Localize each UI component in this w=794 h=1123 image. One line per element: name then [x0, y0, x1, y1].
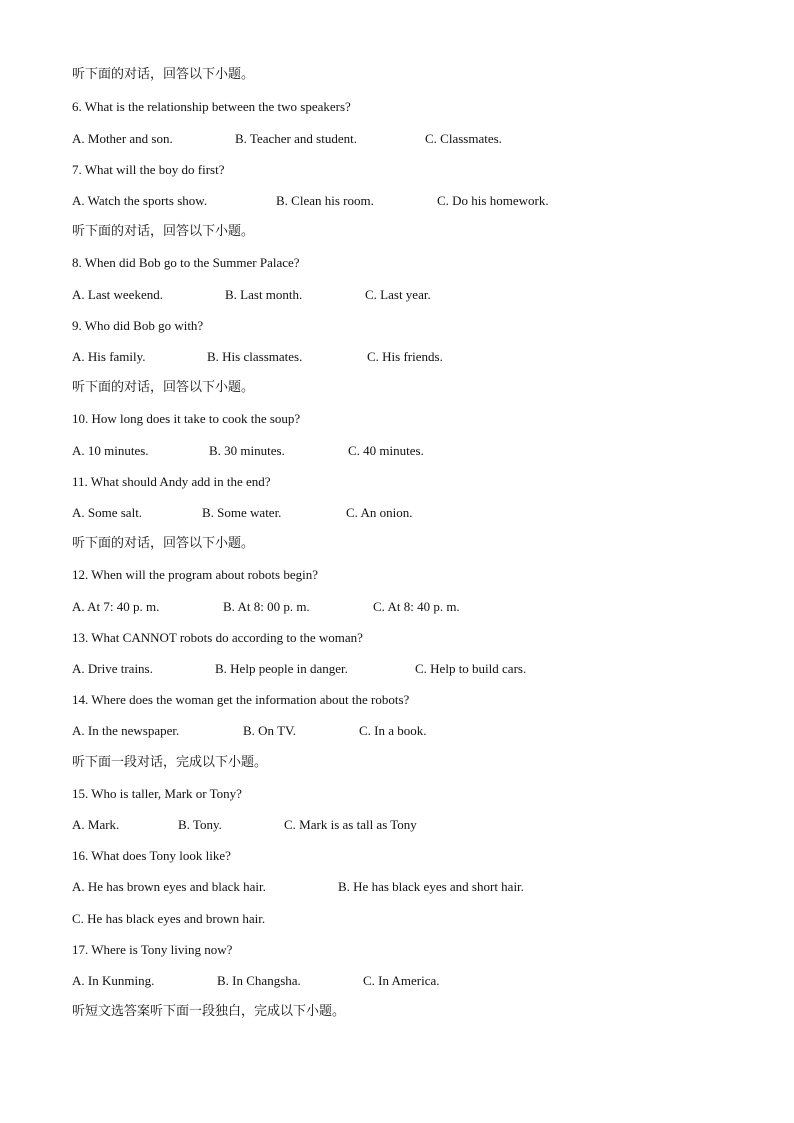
- question-7: 7. What will the boy do first?: [72, 162, 225, 177]
- option-c: C. Last year.: [365, 287, 431, 302]
- option-b: B. Clean his room.: [276, 193, 374, 208]
- option-b: B. His classmates.: [207, 349, 303, 364]
- section-instruction: 听下面的对话，回答以下小题。: [72, 67, 255, 82]
- option-c: C. Do his homework.: [437, 193, 549, 208]
- question-12: 12. When will the program about robots begin?: [72, 567, 318, 582]
- options-row-16: [72, 879, 722, 895]
- option-a: A. At 7: 40 p. m.: [72, 599, 160, 614]
- option-a: A. Mother and son.: [72, 131, 173, 146]
- question-13: 13. What CANNOT robots do according to the woman?: [72, 630, 363, 645]
- option-a: A. His family.: [72, 349, 146, 364]
- option-c: C. In America.: [363, 973, 440, 988]
- question-16: 16. What does Tony look like?: [72, 848, 231, 863]
- option-a: A. Last weekend.: [72, 287, 163, 302]
- option-a: A. Mark.: [72, 817, 120, 832]
- option-c: C. In a book.: [359, 723, 427, 738]
- option-a: A. In the newspaper.: [72, 723, 180, 738]
- option-c-16: C. He has black eyes and brown hair.: [72, 911, 266, 926]
- option-c: C. At 8: 40 p. m.: [373, 599, 460, 614]
- option-b: B. Some water.: [202, 505, 282, 520]
- section-instruction: 听下面的对话，回答以下小题。: [72, 224, 255, 239]
- option-b: B. Teacher and student.: [235, 131, 357, 146]
- section-instruction: 听下面的对话，回答以下小题。: [72, 536, 255, 551]
- option-b: B. Help people in danger.: [215, 661, 348, 676]
- question-17: 17. Where is Tony living now?: [72, 942, 233, 957]
- option-a: A. Drive trains.: [72, 661, 153, 676]
- question-15: 15. Who is taller, Mark or Tony?: [72, 786, 242, 801]
- question-6: 6. What is the relationship between the two speakers?: [72, 99, 351, 114]
- options-row-11: [72, 505, 722, 521]
- option-b: B. At 8: 00 p. m.: [223, 599, 310, 614]
- option-c: C. Help to build cars.: [415, 661, 527, 676]
- option-b: B. In Changsha.: [217, 973, 301, 988]
- options-row-9: [72, 349, 722, 365]
- option-c: C. An onion.: [346, 505, 413, 520]
- options-row-7: [72, 193, 722, 209]
- question-14: 14. Where does the woman get the information about the robots?: [72, 692, 410, 707]
- option-b: B. Tony.: [178, 817, 222, 832]
- option-b: B. He has black eyes and short hair.: [338, 879, 524, 894]
- question-10: 10. How long does it take to cook the soup?: [72, 411, 301, 426]
- option-b: B. 30 minutes.: [209, 443, 285, 458]
- option-c: C. Mark is as tall as Tony: [284, 817, 417, 832]
- options-row-13: [72, 661, 722, 677]
- option-b: B. Last month.: [225, 287, 303, 302]
- option-c: C. His friends.: [367, 349, 443, 364]
- option-a: A. Watch the sports show.: [72, 193, 208, 208]
- options-row-15: [72, 817, 722, 833]
- question-8: 8. When did Bob go to the Summer Palace?: [72, 255, 300, 270]
- section-instruction: 听短文选答案听下面一段独白，完成以下小题。: [72, 1004, 346, 1019]
- option-a: A. In Kunming.: [72, 973, 155, 988]
- section-instruction: 听下面的对话，回答以下小题。: [72, 380, 255, 395]
- options-row-14: [72, 723, 722, 739]
- options-row-12: [72, 599, 722, 615]
- options-row-6: [72, 131, 722, 147]
- option-c: C. Classmates.: [425, 131, 502, 146]
- option-c: C. 40 minutes.: [348, 443, 424, 458]
- options-row-17: [72, 973, 722, 989]
- option-a: A. He has brown eyes and black hair.: [72, 879, 266, 894]
- question-11: 11. What should Andy add in the end?: [72, 474, 271, 489]
- option-a: A. 10 minutes.: [72, 443, 149, 458]
- options-row-10: [72, 443, 722, 459]
- options-row-8: [72, 287, 722, 303]
- section-instruction: 听下面一段对话，完成以下小题。: [72, 755, 268, 770]
- question-9: 9. Who did Bob go with?: [72, 318, 204, 333]
- option-b: B. On TV.: [243, 723, 296, 738]
- option-a: A. Some salt.: [72, 505, 143, 520]
